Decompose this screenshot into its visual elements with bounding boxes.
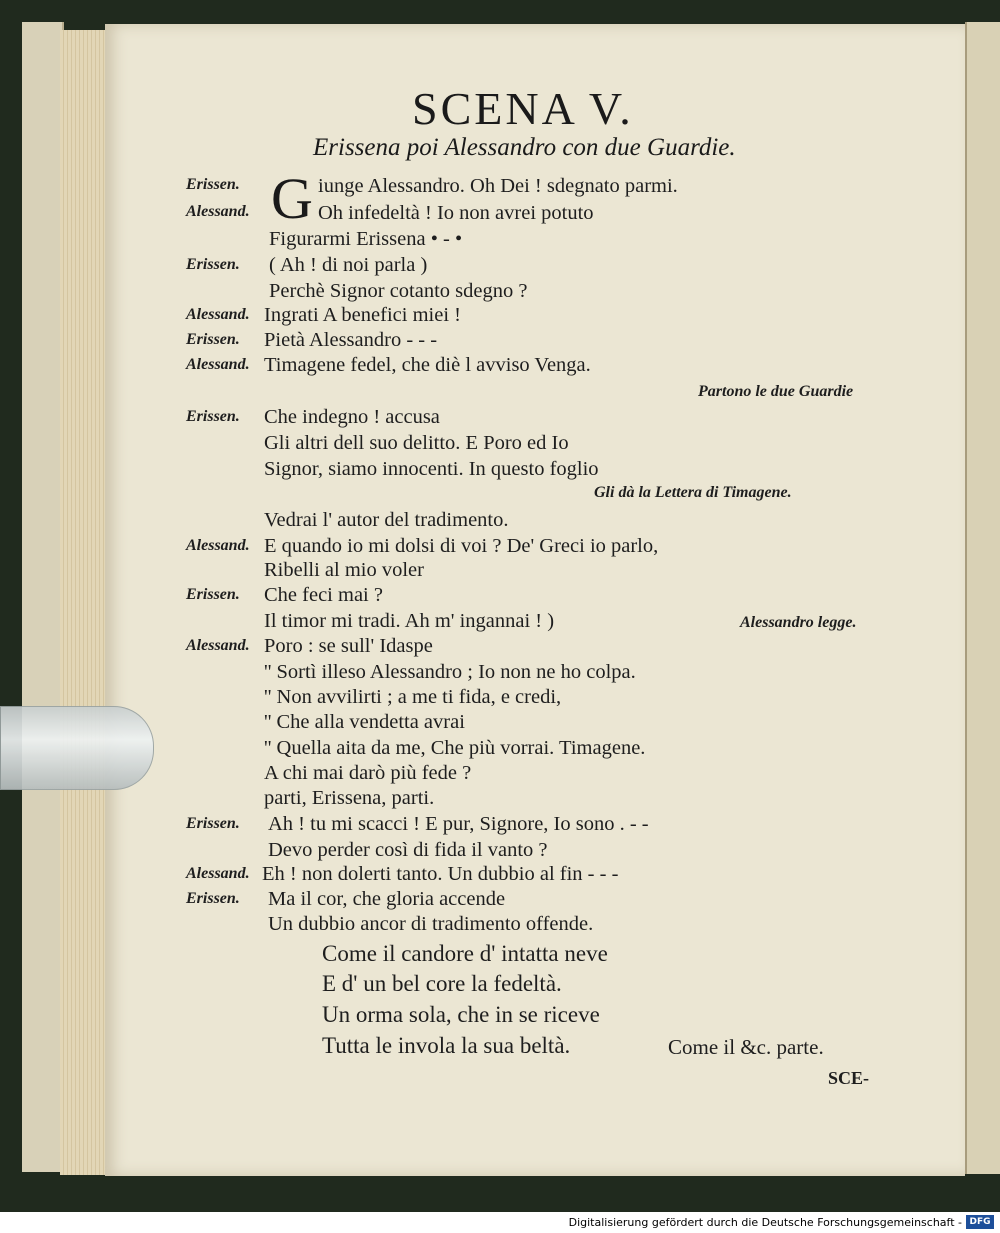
speaker-label: Alessand.	[186, 356, 250, 373]
stage-direction: Partono le due Guardie	[698, 383, 854, 400]
facing-page-edge	[965, 22, 1000, 1174]
speaker-label: Erissen.	[186, 331, 240, 348]
verse-line: Il timor mi tradi. Ah m' ingannai ! )	[264, 610, 555, 632]
glass-page-holder	[0, 706, 154, 790]
verse-line: '' Sortì illeso Alessandro ; Io non ne ho colpa.	[264, 661, 636, 683]
speaker-label: Erissen.	[186, 176, 240, 193]
speaker-label: Alessand.	[186, 306, 250, 323]
verse-line: Ma il cor, che gloria accende	[268, 888, 506, 910]
verse-line: E quando io mi dolsi di voi ? De' Greci io parlo,	[264, 535, 659, 557]
verse-line: '' Quella aita da me, Che più vorrai. Timagene.	[264, 737, 646, 759]
verse-line: Ingrati A benefici miei !	[264, 304, 461, 326]
speaker-label: Erissen.	[186, 815, 240, 832]
aria-line: Tutta le invola la sua beltà.	[322, 1033, 571, 1058]
footer-bar	[0, 1212, 1000, 1233]
verse-line: Gli altri dell suo delitto. E Poro ed Io	[264, 432, 569, 454]
verse-line: '' Non avvilirti ; a me ti fida, e credi,	[264, 686, 562, 708]
speaker-label: Alessand.	[186, 537, 250, 554]
verse-line: parti, Erissena, parti.	[264, 787, 435, 809]
verse-line: Signor, siamo innocenti. In questo foglio	[264, 458, 599, 480]
speaker-label: Alessand.	[186, 637, 250, 654]
speaker-label: Alessand.	[186, 203, 250, 220]
aria-line: E d' un bel core la fedeltà.	[322, 971, 562, 996]
footer-credit: Digitalisierung gefördert durch die Deutsche Forschungsgemeinschaft -	[568, 1216, 962, 1229]
verse-line: ( Ah ! di noi parla )	[269, 254, 428, 276]
book-cover-edge	[22, 22, 64, 1172]
speaker-label: Erissen.	[186, 586, 240, 603]
verse-line: Oh infedeltà ! Io non avrei potuto	[318, 202, 594, 224]
verse-line: Eh ! non dolerti tanto. Un dubbio al fin - - -	[262, 863, 619, 885]
dfg-logo-icon: DFG	[966, 1215, 994, 1229]
verse-line: Figurarmi Erissena • - •	[269, 228, 463, 250]
aria-line: Come il candore d' intatta neve	[322, 941, 608, 966]
verse-line: Che indegno ! accusa	[264, 406, 440, 428]
verse-line: Che feci mai ?	[264, 584, 383, 606]
drop-cap: G	[271, 166, 313, 231]
verse-line: Ribelli al mio voler	[264, 559, 424, 581]
verse-line: iunge Alessandro. Oh Dei ! sdegnato parmi.	[318, 175, 678, 197]
verse-line: A chi mai darò più fede ?	[264, 762, 472, 784]
stage-direction: Gli dà la Lettera di Timagene.	[594, 484, 792, 501]
scene-subtitle: Erissena poi Alessandro con due Guardie.	[313, 134, 736, 161]
catchword: SCE-	[828, 1068, 870, 1088]
verse-line: Timagene fedel, che diè l avviso Venga.	[264, 354, 591, 376]
aria-line: Un orma sola, che in se riceve	[322, 1002, 600, 1027]
speaker-label: Alessand.	[186, 865, 250, 882]
verse-line: Poro : se sull' Idaspe	[264, 635, 433, 657]
speaker-label: Erissen.	[186, 408, 240, 425]
verse-line: Ah ! tu mi scacci ! E pur, Signore, Io sono . - -	[268, 813, 649, 835]
scene-title: SCENA V.	[412, 83, 634, 134]
verse-line: Un dubbio ancor di tradimento offende.	[268, 913, 594, 935]
verse-line: Pietà Alessandro - - -	[264, 329, 438, 351]
aria-closing-cue: Come il &c. parte.	[668, 1035, 824, 1059]
stage-direction: Alessandro legge.	[740, 614, 857, 631]
verse-line: Devo perder così di fida il vanto ?	[268, 839, 548, 861]
speaker-label: Erissen.	[186, 890, 240, 907]
verse-line: Vedrai l' autor del tradimento.	[264, 509, 509, 531]
speaker-label: Erissen.	[186, 256, 240, 273]
verse-line: '' Che alla vendetta avrai	[264, 711, 465, 733]
verse-line: Perchè Signor cotanto sdegno ?	[269, 280, 528, 302]
